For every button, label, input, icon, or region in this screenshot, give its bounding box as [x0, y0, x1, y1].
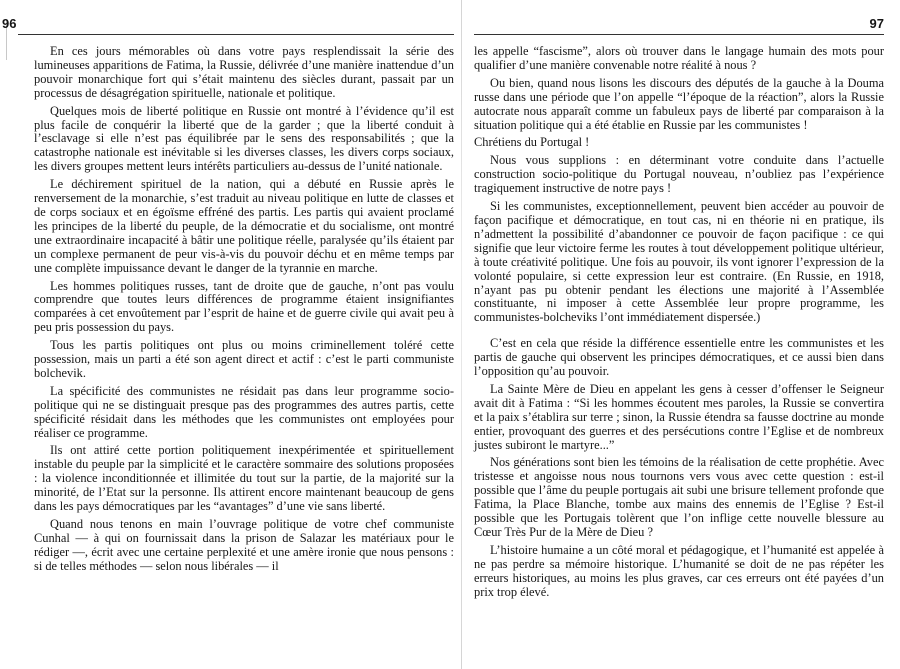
paragraph-historical-memory: L’histoire humaine a un côté moral et pédagogique, et l’humanité est appelée à ne pas perdre sa mémoire historique. L’humanité se doit de ne pas répéter les erreurs historiques, au moins les plus graves, car ces erreurs ont été payées d’un prix trop élevé.: [474, 542, 884, 599]
paragraph-bolshevik-party: Tous les partis politiques ont plus ou moins criminellement toléré cette possession, mais un parti a été son agent direct et actif : c’est le parti communiste bolchevik.: [34, 338, 454, 380]
paragraph-our-generations: Nos générations sont bien les témoins de la réalisation de cette prophétie. Avec tristesse et angoisse nous nous tournons vers vous avec cette question : est-il possible que l’âme du peuple portugais ait subi une brisure tellement profonde que Fatima, la Place Blanche, tombe aux mains des ennemis de l’Eglise ? Est-il possible que les Portugais tolèrent que l’on inflige cette nouvelle blessure au Cœur Très Pur de la Mère de Dieu ?: [474, 455, 884, 539]
right-page-body: [474, 45, 884, 600]
paragraph-russian-politicians: Les hommes politiques russes, tant de droite que de gauche, n’ont pas voulu comprendre que toutes leurs différences de programme étaient insignifiantes comparées à cet envoûtement par l’esprit de haine et de guerre civile qui avait peu à peu pris possession du pays.: [34, 278, 454, 335]
paragraph-communists-in-power: Si les communistes, exceptionnellement, peuvent bien accéder au pouvoir de façon pacifique et démocratique, en tout cas, ni en théorie ni en pratique, ils n’admettent la possibilité d’abandonner ce pouvoir de façon pacifique : ce qui signifie que leur victoire ferme les routes à tout développement politique ultérieur, à toute créativité politique. Une fois au pouvoir, ils vont ignorer l’expression de la volonté populaire, si cette expression leur est contraire. (En Russie, en 1918, n’ayant pas pu obtenir pendant les élections une majorité à l’Assemblée constituante, ni imposer à cette Assemblée leur propre programme, les communistes-bolcheviks l’ont immédiatement dispersée.): [474, 199, 884, 325]
paragraph-duma-speeches: Ou bien, quand nous lisons les discours des députés de la gauche à la Douma russe dans une période que l’on appelle “l’époque de la réaction”, alors la Russie autocrate nous apparaît comme un fabuleux pays de liberté par comparaison à la situation politique qui a été établie en Russie par les communistes !: [474, 75, 884, 132]
paragraph-simplistic-solutions: Ils ont attiré cette portion politiquement inexpérimentée et spirituellement instable du peuple par la simplicité et le caractère sommaire des solutions proposées : la violence inconditionnée et illimitée du tout sur la partie, de la majorité sur la minorité, de l’Etat sur la personne. Ils attirent encore maintenant beaucoup de gens dans les pays démocratiques par les “avantages” d’une vie sans liberté.: [34, 443, 454, 514]
left-page-body: [34, 45, 454, 574]
page-number-right: 97: [869, 16, 884, 31]
paragraph-fatima-apparitions: En ces jours mémorables où dans votre pays resplendissait la série des lumineuses apparitions de Fatima, la Russie, délivrée d’une manière inattendue d’un pouvoir monarchique fort qui s’était maintenu des siècles durant, passait par un processus de désagrégation spirituelle, nationale et politique.: [34, 44, 454, 100]
paragraph-fascism-continuation: les appelle “fascisme”, alors où trouver dans le langage humain des mots pour qualifier d’une manière convenable notre réalité à nous ?: [474, 44, 884, 72]
paragraph-cunhal-book: Quand nous tenons en main l’ouvrage politique de votre chef communiste Cunhal — à qui on fournissait dans la prison de Salazar les matériaux pour le rédiger —, écrit avec une certaine perplexité et une amère ironie que nous pensons : si de telles méthodes — selon nous libérales — il: [34, 517, 454, 573]
paragraph-communist-methods: La spécificité des communistes ne résidait pas dans leur programme socio-politique qui ne se distinguait presque pas des programmes des autres partis, cette spécificité résidait dans les méthodes que les communistes ont employées pour réaliser ce programme.: [34, 383, 454, 440]
paragraph-political-liberty: Quelques mois de liberté politique en Russie ont montré à l’évidence qu’il est plus facile de conquérir la liberté que de la garder ; que la liberté conduit à l’esclavage si elle n’est pas équilibrée par le sens des responsabilités ; que la catastrophe nationale est inévitable si les diverses classes, les divers corps sociaux, les divers groupes mettent leurs intérêts particuliers au-dessus de l’unité nationale.: [34, 103, 454, 174]
paragraph-fatima-prophecy: La Sainte Mère de Dieu en appelant les gens à cesser d’offenser le Seigneur avait dit à Fatima : “Si les hommes écoutent mes paroles, la Russie se convertira et la paix s’établira sur terre ; sinon, la Russie étendra sa fausse doctrine au monde entier, provoquant des guerres et des persécutions contre l’Eglise et de nombreux justes subiront le martyre...”: [474, 381, 884, 452]
left-page-header: [2, 16, 454, 35]
paragraph-spiritual-rupture: Le déchirement spirituel de la nation, qui a débuté en Russie après le renversement de la monarchie, s’est traduit au niveau politique en lutte de classes et de corps sociaux et en égoïsme effréné des partis. Les partis qui avaient proclamé les principes de la liberté du peuple, de la démocratie et du socialisme, ont montré une extraordinaire incapacité à bâtir une politique réelle, paralysée qu’ils étaient par un complexe permanent de peur vis-à-vis du pouvoir déchu et en même temps par une complète impuissance devant le danger de la tyrannie en marche.: [34, 177, 454, 275]
page-number-left: 96: [2, 16, 17, 31]
paragraph-supplication: Nous vous supplions : en déterminant votre conduite dans l’actuelle construction socio-politique du Portugal nouveau, n’oubliez pas l’expérience tragiquement instructive de notre pays !: [474, 153, 884, 196]
right-page-header: [474, 16, 884, 35]
right-page: [462, 0, 900, 669]
paragraph-address-christians: Chrétiens du Portugal !: [474, 135, 590, 150]
paragraph-essential-difference: C’est en cela que réside la différence essentielle entre les communistes et les partis de gauche qui observent les principes démocratiques, et ce aussi bien dans l’opposition qu’au pouvoir.: [474, 336, 884, 379]
